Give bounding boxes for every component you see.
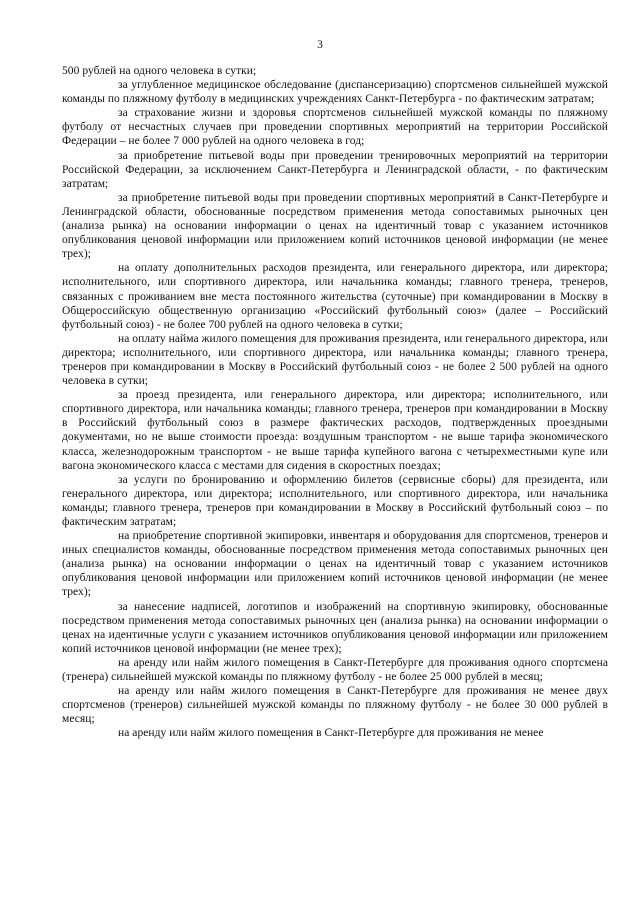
paragraph: на аренду или найм жилого помещения в Санкт-Петербурге для проживания не менее двух спортсменов (тренеров) сильнейшей мужской команды по пляжному футболу - не более 30 000 рублей в месяц; [62, 685, 608, 726]
paragraph: за страхование жизни и здоровья спортсменов сильнейшей мужской команды по пляжному футболу от несчастных случаев при проведении спортивных мероприятий на территории Российской Федерации – не более 7 000 рублей на одного человека в год; [62, 107, 608, 148]
paragraph: на аренду или найм жилого помещения в Санкт-Петербурге для проживания не менее [118, 727, 544, 740]
paragraph: 500 рублей на одного человека в сутки; [62, 65, 257, 77]
paragraph: за приобретение питьевой воды при проведении спортивных мероприятий в Санкт-Петербурге и Ленинградской области, обоснованные посредством применения метода сопоставимых рыночных цен (анализа рынка) на основании информации о ценах на идентичный товар с указанием источников опубликования ценовой информации или приложением копий источников ценовой информации (не менее трех); [62, 191, 608, 261]
page-number: 3 [317, 39, 323, 51]
paragraph: за нанесение надписей, логотипов и изображений на спортивную экипировку, обоснованные посредством применения метода сопоставимых рыночных цен (анализа рынка) на основании информации о ценах на идентичные услуги с указанием источников опубликования ценовой информации или приложением копий источников ценовой информации (не менее трех); [62, 600, 608, 655]
paragraph: за углубленное медицинское обследование (диспансеризацию) спортсменов сильнейшей мужской команды по пляжному футболу в медицинских учреждениях Санкт-Петербурга - по фактическим затратам; [62, 79, 608, 106]
paragraph: за приобретение питьевой воды при проведении тренировочных мероприятий на территории Российской Федерации, за исключением Санкт-Петербурга и Ленинградской области, - по фактическим затратам; [62, 149, 608, 190]
paragraph: за услуги по бронированию и оформлению билетов (сервисные сборы) для президента, или генерального директора, или директора; исполнительного, или спортивного директора, или начальника команды; главного тренера, тренеров при командировании в Москву в Российский футбольный союз – по фактическим затратам; [62, 473, 608, 528]
document-body [62, 64, 608, 741]
paragraph: на оплату дополнительных расходов президента, или генерального директора, или директора; исполнительного, или спортивного директора, или начальника команды; главного тренера, тренеров, связанных с проживанием вне места постоянного жительства (суточные) при командировании в Москву в Общероссийскую общественную организацию «Российский футбольный союз» (далее – Российский футбольный союз) - не более 700 рублей на одного человека в сутки; [62, 262, 608, 331]
paragraph: за проезд президента, или генерального директора, или директора; исполнительного, или спортивного директора, или начальника команды; главного тренера, тренеров при командировании в Москву в Российский футбольный союз в размере фактических расходов, подтвержденных проездными документами, но не выше стоимости проезда: воздушным транспортом - не выше тарифа экономического класса, железнодорожным транспортом - не выше тарифа купейного вагона с четырехместными купе или вагона экономического класса с местами для сидения в скоростных поездах; [62, 389, 608, 472]
paragraph: на аренду или найм жилого помещения в Санкт-Петербурге для проживания одного спортсмена (тренера) сильнейшей мужской команды по пляжному футболу - не более 25 000 рублей в месяц; [62, 656, 608, 684]
paragraph: на приобретение спортивной экипировки, инвентаря и оборудования для спортсменов, тренеров и иных специалистов команды, обоснованные посредством применения метода сопоставимых рыночных цен (анализа рынка) на основании информации о ценах на идентичный товар с указанием источников опубликования ценовой информации или приложением копий источников ценовой информации (не менее трех); [62, 530, 608, 599]
paragraph: на оплату найма жилого помещения для проживания президента, или генерального директора, или директора; исполнительного, или спортивного директора, или начальника команды; главного тренера, тренеров при командировании в Москву в Российский футбольный союз - не более 2 500 рублей на одного человека в сутки; [62, 332, 608, 388]
